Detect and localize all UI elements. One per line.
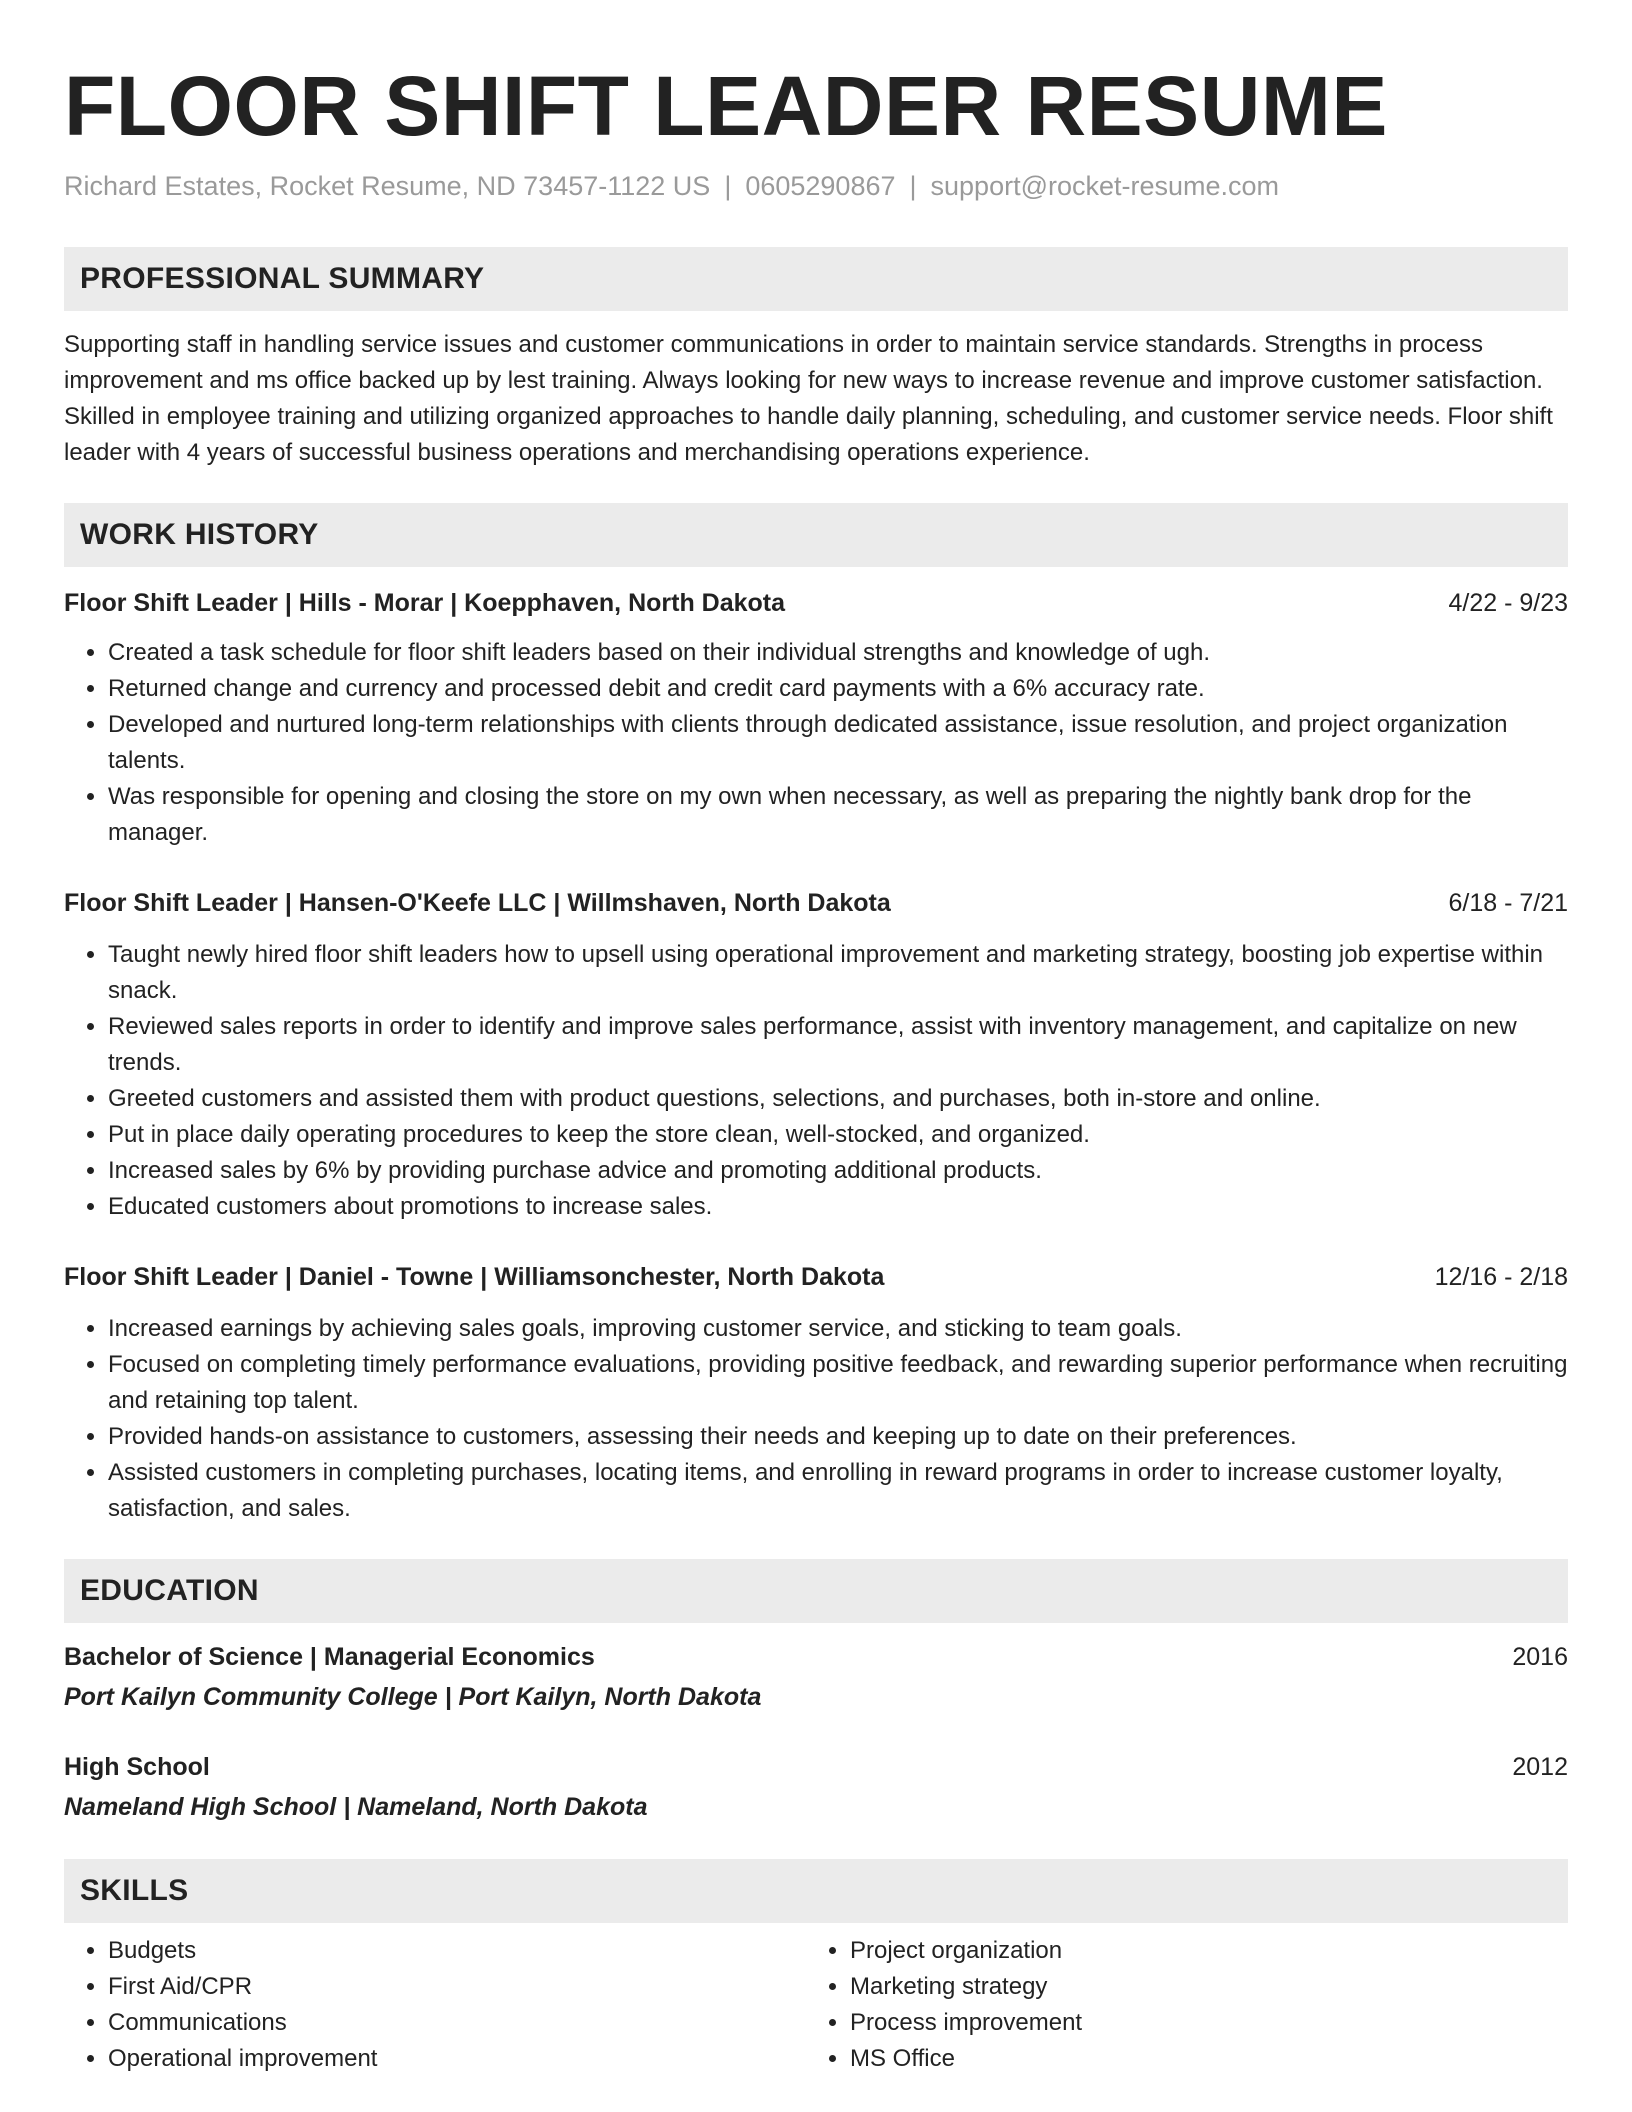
contact-email: support@rocket-resume.com [930,171,1280,201]
job-bullet: • Focused on completing timely performance evaluations, providing positive feedback, and rewarding superior performance when recruiting and retaining top talent. [108,1347,1568,1419]
job-header [64,885,1568,921]
job-bullet: • Put in place daily operating procedures to keep the store clean, well-stocked, and organized. [108,1117,1568,1153]
resume-title: FLOOR SHIFT LEADER RESUME [64,59,1388,153]
education-entry [64,1639,1568,1715]
job-dates: 6/18 - 7/21 [1448,889,1568,917]
education-school: Nameland High School | Nameland, North Dakota [64,1793,648,1821]
job-dates: 4/22 - 9/23 [1448,589,1568,617]
education-section-header: EDUCATION [64,1559,1568,1623]
skill-item: • First Aid/CPR [108,1969,806,2005]
job-entry [64,885,1568,1225]
contact-separator: | [724,171,732,201]
summary-section-header: PROFESSIONAL SUMMARY [64,247,1568,311]
education-header [64,1749,1568,1785]
skill-item: • Project organization [850,1933,1548,1969]
education-year: 2016 [1512,1643,1568,1671]
job-bullets [64,1311,1568,1527]
education-degree: Bachelor of Science | Managerial Economics [64,1643,595,1671]
skill-item: • Marketing strategy [850,1969,1548,2005]
job-bullet: • Was responsible for opening and closing the store on my own when necessary, as well as preparing the nightly bank drop for the manager. [108,779,1568,851]
job-bullet: • Provided hands-on assistance to customers, assessing their needs and keeping up to date on their preferences. [108,1419,1568,1455]
work-history-section-header: WORK HISTORY [64,503,1568,567]
job-bullet: • Reviewed sales reports in order to identify and improve sales performance, assist with inventory management, and capitalize on new trends. [108,1009,1568,1081]
skills-column-right [806,1933,1548,2077]
skills-column-left [64,1933,806,2077]
skills-section-header: SKILLS [64,1859,1568,1923]
job-bullet: • Increased earnings by achieving sales goals, improving customer service, and sticking to team goals. [108,1311,1568,1347]
education-degree: High School [64,1753,210,1781]
education-header [64,1639,1568,1675]
job-bullet: • Returned change and currency and processed debit and credit card payments with a 6% accuracy rate. [108,671,1568,707]
job-bullets [64,635,1568,851]
summary-text: Supporting staff in handling service issues and customer communications in order to maintain service standards. Strengths in process improvement and ms office backed up by lest training. Always looking for new ways to increase revenue and improve customer satisfaction. Skilled in employee training and utilizing organized approaches to handle daily planning, scheduling, and customer service needs. Floor shift leader with 4 years of successful business operations and merchandising operations experience. [64,331,1553,466]
resume-page [64,0,1568,2077]
education-school: Port Kailyn Community College | Port Kailyn, North Dakota [64,1683,762,1711]
job-header [64,1259,1568,1295]
job-header [64,585,1568,621]
contact-phone: 0605290867 [745,171,896,201]
skill-item: • Budgets [108,1933,806,1969]
job-bullet: • Assisted customers in completing purchases, locating items, and enrolling in reward programs in order to increase customer loyalty, satisfaction, and sales. [108,1455,1568,1527]
job-title: Floor Shift Leader | Daniel - Towne | Williamsonchester, North Dakota [64,1263,885,1291]
skill-item: • Operational improvement [108,2041,806,2077]
skill-item: • MS Office [850,2041,1548,2077]
job-dates: 12/16 - 2/18 [1434,1263,1568,1291]
job-bullet: • Educated customers about promotions to increase sales. [108,1189,1568,1225]
job-bullet: • Created a task schedule for floor shift leaders based on their individual strengths and knowledge of ugh. [108,635,1568,671]
education-entry [64,1749,1568,1825]
job-title: Floor Shift Leader | Hills - Morar | Koepphaven, North Dakota [64,589,786,617]
job-bullets [64,937,1568,1225]
skill-item: • Communications [108,2005,806,2041]
job-bullet: • Increased sales by 6% by providing purchase advice and promoting additional products. [108,1153,1568,1189]
job-entry [64,1259,1568,1527]
job-bullet: • Developed and nurtured long-term relationships with clients through dedicated assistance, issue resolution, and project organization talents. [108,707,1568,779]
education-year: 2012 [1512,1753,1568,1781]
skill-item: • Process improvement [850,2005,1548,2041]
job-entry [64,585,1568,851]
skills-list [64,1933,1568,2077]
contact-line [64,168,1568,204]
contact-address: Richard Estates, Rocket Resume, ND 73457-1122 US [64,171,711,201]
job-bullet: • Greeted customers and assisted them with product questions, selections, and purchases, both in-store and online. [108,1081,1568,1117]
contact-separator: | [909,171,917,201]
job-title: Floor Shift Leader | Hansen-O'Keefe LLC | Willmshaven, North Dakota [64,889,891,917]
job-bullet: • Taught newly hired floor shift leaders how to upsell using operational improvement and marketing strategy, boosting job expertise within snack. [108,937,1568,1009]
